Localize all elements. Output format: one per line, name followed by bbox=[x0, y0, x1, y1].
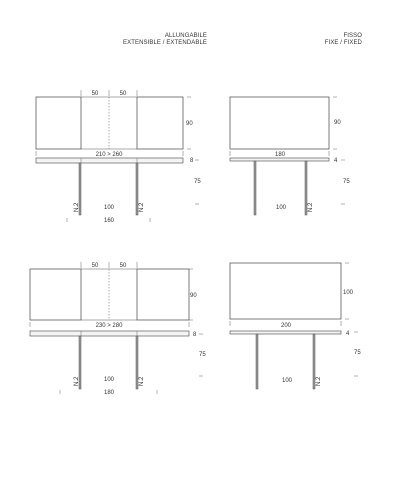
extensible-subtitle: EXTENSIBLE / EXTENDABLE bbox=[123, 40, 207, 46]
row1-ext-leaf-left-dim: 50 bbox=[91, 91, 99, 97]
row2-ext-leaf-right-dim: 50 bbox=[119, 263, 127, 269]
row1-ext-leg-right bbox=[136, 163, 138, 215]
row2-ext-leg-mark-left: N.2 bbox=[74, 376, 80, 386]
row2-fix-depth-dim: 100 bbox=[343, 290, 354, 296]
row1-ext-leg-span-dim: 100 bbox=[103, 205, 115, 211]
row2-fix-thickness-dim: 4 bbox=[346, 331, 350, 337]
row2-ext-leaf-left-dim: 50 bbox=[91, 263, 99, 269]
row1-ext-tabletop bbox=[36, 158, 183, 163]
row2-ext-left-panel bbox=[30, 269, 81, 320]
row1-ext-leg-mark-left: N.2 bbox=[74, 202, 80, 212]
row2-ext-leg-span-dim: 100 bbox=[103, 377, 115, 383]
row2-fix-leg-mark-right: N.2 bbox=[316, 376, 322, 386]
row1-fix-leg-left bbox=[254, 161, 256, 215]
row2-ext-depth-dim: 90 bbox=[190, 293, 197, 299]
row1-ext-depth-dim: 90 bbox=[186, 121, 193, 127]
row2-extendable-drawing bbox=[30, 262, 206, 396]
row2-ext-leg-mark-right: N.2 bbox=[139, 376, 145, 386]
row1-ext-height-dim: 75 bbox=[194, 179, 201, 185]
row2-ext-length-dim: 230 > 280 bbox=[95, 323, 123, 329]
row1-ext-leg-mark-right: N.2 bbox=[139, 202, 145, 212]
row1-ext-footprint-dim: 160 bbox=[103, 218, 115, 224]
extensible-title: ALLUNGABILE bbox=[164, 33, 207, 39]
row1-fix-leg-span-dim: 100 bbox=[275, 205, 287, 211]
row1-ext-length-dim: 210 > 260 bbox=[95, 152, 123, 158]
row2-ext-right-panel bbox=[137, 269, 189, 320]
row2-ext-footprint-dim: 180 bbox=[103, 390, 115, 396]
row1-fix-height-dim: 75 bbox=[343, 179, 350, 185]
row2-fix-leg-left bbox=[256, 334, 258, 389]
row1-fix-depth-dim: 90 bbox=[334, 120, 341, 126]
row2-ext-height-dim: 75 bbox=[199, 352, 206, 358]
fixed-subtitle: FIXE / FIXED bbox=[324, 40, 362, 46]
row2-ext-thickness-dim: 8 bbox=[193, 332, 197, 338]
row2-ext-tabletop bbox=[30, 331, 189, 336]
row1-ext-left-panel bbox=[36, 97, 81, 149]
fixed-title: FISSO bbox=[343, 33, 362, 39]
row1-fix-leg-mark-right: N.2 bbox=[308, 202, 314, 212]
row1-extendable-drawing bbox=[36, 90, 201, 224]
row1-fix-tabletop bbox=[230, 158, 329, 161]
row2-fixed-drawing bbox=[230, 263, 361, 389]
row1-fix-leg-right bbox=[305, 161, 307, 215]
row1-fix-plan bbox=[230, 97, 329, 149]
row1-fixed-drawing bbox=[230, 97, 350, 215]
row1-ext-leaf-right-dim: 50 bbox=[119, 91, 127, 97]
row1-ext-right-panel bbox=[137, 97, 183, 149]
row2-fix-tabletop bbox=[230, 331, 341, 334]
row1-fix-thickness-dim: 4 bbox=[334, 158, 338, 164]
row1-ext-thickness-dim: 8 bbox=[190, 158, 194, 164]
row1-fix-length-dim: 180 bbox=[274, 152, 286, 158]
row2-fix-height-dim: 75 bbox=[354, 350, 361, 356]
row2-fix-plan bbox=[230, 263, 341, 319]
row2-fix-leg-span-dim: 100 bbox=[281, 378, 293, 384]
row2-ext-leg-right bbox=[136, 336, 138, 389]
row2-fix-length-dim: 200 bbox=[280, 323, 292, 329]
row2-fix-leg-right bbox=[313, 334, 315, 389]
